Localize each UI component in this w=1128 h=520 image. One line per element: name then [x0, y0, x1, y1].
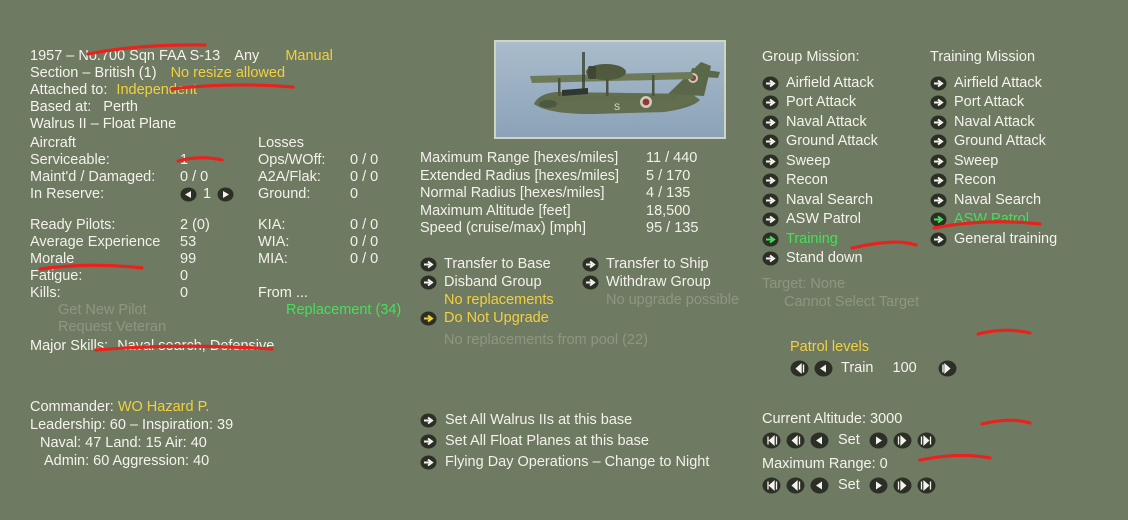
table-row	[30, 217, 410, 234]
serviceable-value: 1	[180, 152, 189, 168]
group-mission-item[interactable]	[762, 210, 930, 230]
training-mission-item[interactable]	[930, 74, 1098, 94]
set-all-walrus-row[interactable]	[420, 410, 709, 431]
performance-panel	[420, 150, 726, 238]
mission-arrow-icon[interactable]	[762, 134, 779, 149]
wia-value: 0 / 0	[350, 234, 379, 250]
transfer-to-base-button[interactable]: Transfer to Base	[444, 256, 551, 272]
patrol-levels-panel	[790, 338, 957, 378]
reserve-increase-button[interactable]	[217, 187, 234, 202]
mission-label[interactable]: ASW Patrol	[954, 211, 1029, 227]
mission-arrow-icon[interactable]	[930, 95, 947, 110]
major-skills-value: Naval search, Defensive	[117, 338, 275, 354]
fatigue-value: 0	[180, 268, 189, 284]
unit-based-row	[30, 99, 410, 116]
max-range-label: Maximum Range [hexes/miles]	[420, 150, 619, 166]
mission-label[interactable]: Training	[786, 230, 838, 247]
altitude-decrease-large-button[interactable]	[786, 432, 805, 449]
mission-arrow-icon[interactable]	[930, 134, 947, 149]
table-row	[30, 268, 410, 285]
aircraft-image	[494, 40, 726, 139]
do-not-upgrade-button[interactable]: Do Not Upgrade	[444, 310, 549, 326]
ground-loss-value: 0	[350, 186, 359, 202]
a2a-flak-value: 0 / 0	[350, 169, 379, 185]
ready-pilots-value: 2 (0)	[180, 217, 210, 233]
altitude-min-button[interactable]	[762, 432, 781, 449]
wia-label: WIA:	[258, 234, 290, 250]
unit-section-note: No resize allowed	[170, 65, 286, 81]
group-mission-item[interactable]	[762, 93, 930, 113]
mission-label[interactable]: Naval Search	[954, 191, 1042, 208]
mission-label[interactable]: Airfield Attack	[786, 74, 874, 91]
mia-label: MIA:	[258, 251, 288, 267]
mission-label[interactable]: Naval Attack	[786, 113, 867, 130]
training-mission-item[interactable]	[930, 93, 1098, 113]
morale-value: 99	[180, 251, 197, 267]
commander-leadership: Leadership: 60 – Inspiration: 39	[30, 417, 234, 433]
mission-label[interactable]: Recon	[954, 172, 996, 188]
table-row	[30, 152, 410, 169]
range-decrease-large-button[interactable]	[786, 477, 805, 494]
unit-title-any: Any	[234, 48, 260, 64]
table-row	[30, 319, 410, 336]
aircraft-table	[30, 135, 410, 203]
max-altitude-value: 18,500	[646, 202, 691, 219]
range-max-button[interactable]	[917, 477, 936, 494]
no-upgrade-possible-label: No upgrade possible	[606, 292, 740, 308]
mission-label[interactable]: Naval Attack	[954, 113, 1035, 130]
unit-type: Walrus II – Float Plane	[30, 116, 177, 132]
max-altitude-label: Maximum Altitude [feet]	[420, 202, 571, 219]
disband-group-button[interactable]: Disband Group	[444, 274, 542, 290]
day-night-toggle-icon[interactable]	[420, 455, 437, 470]
avg-experience-value: 53	[180, 234, 197, 250]
no-replacements-label: No replacements	[444, 292, 554, 308]
patrol-decrease-button[interactable]	[814, 360, 833, 377]
mia-value: 0 / 0	[350, 251, 379, 267]
group-mission-header: Group Mission:	[762, 49, 860, 65]
pilots-table	[30, 217, 410, 336]
commander-name-row	[30, 398, 233, 416]
pool-status-row	[420, 331, 739, 349]
unit-attached-row	[30, 82, 410, 99]
target-label: Target: None	[762, 276, 846, 292]
speed-value: 95 / 135	[646, 220, 699, 236]
table-row	[420, 203, 726, 221]
unit-attached-label: Attached to:	[30, 82, 108, 98]
group-mission-item[interactable]	[762, 132, 930, 152]
transfer-to-ship-icon[interactable]	[582, 257, 599, 272]
table-row	[30, 169, 410, 186]
max-range-panel	[762, 455, 936, 495]
range-increase-button[interactable]	[869, 477, 888, 494]
mission-row	[762, 171, 1098, 191]
mission-row	[762, 191, 1098, 211]
ops-woff-label: Ops/WOff:	[258, 152, 326, 168]
mission-label[interactable]: Port Attack	[786, 94, 857, 110]
range-controls	[762, 476, 936, 495]
mission-row	[762, 152, 1098, 172]
mission-label[interactable]: Port Attack	[954, 94, 1025, 110]
table-row	[30, 285, 410, 302]
mission-row	[762, 210, 1098, 230]
group-mission-item[interactable]	[762, 171, 930, 191]
table-row	[420, 168, 726, 186]
extended-radius-label: Extended Radius [hexes/miles]	[420, 167, 620, 184]
kia-label: KIA:	[258, 217, 286, 233]
request-veteran-button[interactable]: Request Veteran	[58, 319, 167, 335]
withdraw-group-button[interactable]: Withdraw Group	[606, 274, 711, 290]
mission-label[interactable]: Airfield Attack	[954, 74, 1042, 91]
speed-label: Speed (cruise/max) [mph]	[420, 220, 587, 236]
set-all-walrus-button[interactable]: Set All Walrus IIs at this base	[445, 412, 633, 428]
mission-arrow-icon[interactable]	[762, 251, 779, 266]
mission-label[interactable]: ASW Patrol	[786, 211, 861, 227]
group-actions-panel	[420, 255, 739, 349]
table-row	[420, 185, 726, 203]
unit-attached-value[interactable]: Independent	[116, 82, 198, 98]
aircraft-table-header	[30, 135, 410, 152]
target-panel	[762, 275, 919, 311]
from-label: From ...	[258, 285, 308, 301]
extended-radius-value: 5 / 170	[646, 167, 691, 184]
major-skills-row	[30, 338, 410, 355]
altitude-panel	[762, 410, 936, 450]
day-night-row[interactable]	[420, 452, 709, 473]
mission-row	[762, 132, 1098, 152]
max-range-setting-label: Maximum Range: 0	[762, 456, 888, 472]
patrol-levels-header: Patrol levels	[790, 339, 869, 355]
avg-experience-label: Average Experience	[30, 234, 161, 250]
table-row	[30, 302, 410, 319]
group-mission-item-selected[interactable]	[762, 230, 930, 250]
group-mission-item[interactable]	[762, 74, 930, 94]
commander-naval-stats: Naval: 47 Land: 15 Air: 40	[40, 435, 207, 451]
range-set-label[interactable]: Set	[838, 477, 860, 493]
unit-section-label: Section – British (1)	[30, 65, 157, 81]
ops-woff-value: 0 / 0	[350, 152, 379, 168]
mission-arrow-icon[interactable]	[762, 212, 779, 227]
unit-title-mode[interactable]: Manual	[285, 48, 333, 64]
training-mission-item[interactable]	[930, 113, 1098, 133]
altitude-decrease-button[interactable]	[810, 432, 829, 449]
mission-arrow-icon[interactable]	[762, 115, 779, 130]
range-decrease-button[interactable]	[810, 477, 829, 494]
training-mission-item-selected[interactable]	[930, 210, 1098, 230]
mission-arrow-icon[interactable]	[930, 154, 947, 169]
kills-value: 0	[180, 285, 189, 301]
ready-pilots-label: Ready Pilots:	[30, 217, 116, 233]
unit-info-panel	[30, 48, 410, 355]
table-row	[30, 234, 410, 251]
training-mission-item[interactable]	[930, 132, 1098, 152]
svg-text:S: S	[614, 102, 621, 112]
mission-arrow-icon[interactable]	[930, 173, 947, 188]
in-reserve-value: 1	[203, 186, 212, 202]
range-min-button[interactable]	[762, 477, 781, 494]
replacement-status-row	[420, 291, 739, 309]
fatigue-label: Fatigue:	[30, 268, 83, 284]
commander-label: Commander:	[30, 399, 114, 415]
withdraw-group-icon[interactable]	[582, 275, 599, 290]
mission-label[interactable]: Sweep	[954, 152, 999, 169]
unit-based-label: Based at:	[30, 99, 92, 115]
set-all-floatplanes-row[interactable]	[420, 431, 709, 452]
do-not-upgrade-icon[interactable]	[420, 311, 437, 326]
mission-arrow-icon[interactable]	[930, 193, 947, 208]
mission-label[interactable]: Ground Attack	[786, 133, 878, 149]
mission-label[interactable]: Sweep	[786, 152, 831, 169]
mission-arrow-icon[interactable]	[762, 193, 779, 208]
group-mission-item[interactable]	[762, 249, 930, 269]
reserve-decrease-button[interactable]	[180, 187, 197, 202]
patrol-increase-button[interactable]	[938, 360, 957, 377]
missions-headers	[762, 48, 1098, 68]
mission-label[interactable]: Stand down	[786, 250, 863, 266]
maintd-damaged-value: 0 / 0	[180, 169, 209, 185]
mission-label[interactable]: Recon	[786, 172, 828, 188]
losses-header-label: Losses	[258, 135, 304, 151]
mission-arrow-icon[interactable]	[930, 76, 947, 91]
training-mission-item[interactable]	[930, 191, 1098, 211]
mission-arrow-icon[interactable]	[930, 212, 947, 227]
major-skills-label: Major Skills:	[30, 338, 109, 354]
get-new-pilot-button[interactable]: Get New Pilot	[58, 302, 147, 318]
transfer-to-base-icon[interactable]	[420, 257, 437, 272]
mission-arrow-icon[interactable]	[762, 173, 779, 188]
unit-section-row	[30, 65, 410, 82]
mission-arrow-icon[interactable]	[930, 232, 947, 247]
kills-label: Kills:	[30, 285, 61, 301]
table-row	[30, 251, 410, 268]
mission-row	[762, 230, 1098, 250]
commander-name[interactable]: WO Hazard P.	[117, 399, 210, 415]
altitude-max-button[interactable]	[917, 432, 936, 449]
a2a-flak-label: A2A/Flak:	[258, 169, 321, 185]
training-mission-item[interactable]	[930, 171, 1098, 191]
transfer-row	[420, 255, 739, 273]
unit-title-row	[30, 48, 410, 65]
mission-row	[762, 74, 1098, 94]
no-replacements-pool-label: No replacements from pool (22)	[444, 332, 648, 348]
patrol-train-label: Train	[841, 360, 874, 376]
training-mission-item[interactable]	[930, 152, 1098, 172]
disband-row	[420, 273, 739, 291]
altitude-set-label[interactable]: Set	[838, 432, 860, 448]
commander-admin-stats: Admin: 60 Aggression: 40	[44, 453, 210, 469]
mission-label[interactable]: Naval Search	[786, 191, 874, 208]
table-row	[30, 186, 410, 203]
do-not-upgrade-row	[420, 309, 739, 327]
set-all-floatplanes-icon[interactable]	[420, 434, 437, 449]
mission-arrow-icon[interactable]	[762, 154, 779, 169]
altitude-increase-button[interactable]	[869, 432, 888, 449]
mission-row	[762, 113, 1098, 133]
mission-arrow-icon[interactable]	[930, 115, 947, 130]
missions-panel	[762, 48, 1098, 269]
maintd-damaged-label: Maint'd / Damaged:	[30, 169, 156, 185]
mission-row	[762, 93, 1098, 113]
training-mission-header: Training Mission	[930, 49, 1036, 65]
transfer-to-ship-button[interactable]: Transfer to Ship	[606, 256, 709, 272]
table-row	[420, 150, 726, 168]
set-all-walrus-icon[interactable]	[420, 413, 437, 428]
group-mission-item[interactable]	[762, 191, 930, 211]
aircraft-header-label: Aircraft	[30, 135, 76, 151]
ground-loss-label: Ground:	[258, 186, 311, 202]
range-increase-large-button[interactable]	[893, 477, 912, 494]
cannot-select-target-label: Cannot Select Target	[784, 294, 920, 310]
in-reserve-label: In Reserve:	[30, 186, 105, 202]
mission-row	[762, 249, 1098, 269]
altitude-controls	[762, 431, 936, 450]
normal-radius-value: 4 / 135	[646, 185, 691, 201]
patrol-decrease-large-button[interactable]	[790, 360, 809, 377]
unit-title: 1957 – No.700 Sqn FAA S-13	[30, 48, 221, 64]
replacement-button[interactable]: Replacement (34)	[286, 302, 402, 318]
group-mission-item[interactable]	[762, 113, 930, 133]
set-all-floatplanes-button[interactable]: Set All Float Planes at this base	[445, 433, 649, 449]
altitude-increase-large-button[interactable]	[893, 432, 912, 449]
group-mission-item[interactable]	[762, 152, 930, 172]
patrol-train-row	[790, 359, 957, 378]
patrol-train-value: 100	[892, 360, 917, 376]
mission-arrow-icon[interactable]	[762, 76, 779, 91]
mission-label[interactable]: General training	[954, 230, 1058, 247]
set-all-panel	[420, 410, 709, 473]
mission-arrow-icon[interactable]	[762, 95, 779, 110]
mission-arrow-icon[interactable]	[762, 232, 779, 247]
commander-panel	[30, 398, 233, 470]
serviceable-label: Serviceable:	[30, 152, 110, 168]
current-altitude-label: Current Altitude: 3000	[762, 411, 903, 427]
kia-value: 0 / 0	[350, 217, 379, 233]
table-row	[420, 220, 726, 238]
max-range-value: 11 / 440	[646, 150, 698, 166]
mission-label[interactable]: Ground Attack	[954, 133, 1046, 149]
disband-group-icon[interactable]	[420, 275, 437, 290]
training-mission-item[interactable]	[930, 230, 1098, 250]
morale-label: Morale	[30, 251, 75, 267]
day-night-toggle-button[interactable]: Flying Day Operations – Change to Night	[445, 454, 710, 470]
normal-radius-label: Normal Radius [hexes/miles]	[420, 185, 605, 201]
unit-based-value[interactable]: Perth	[103, 99, 138, 115]
